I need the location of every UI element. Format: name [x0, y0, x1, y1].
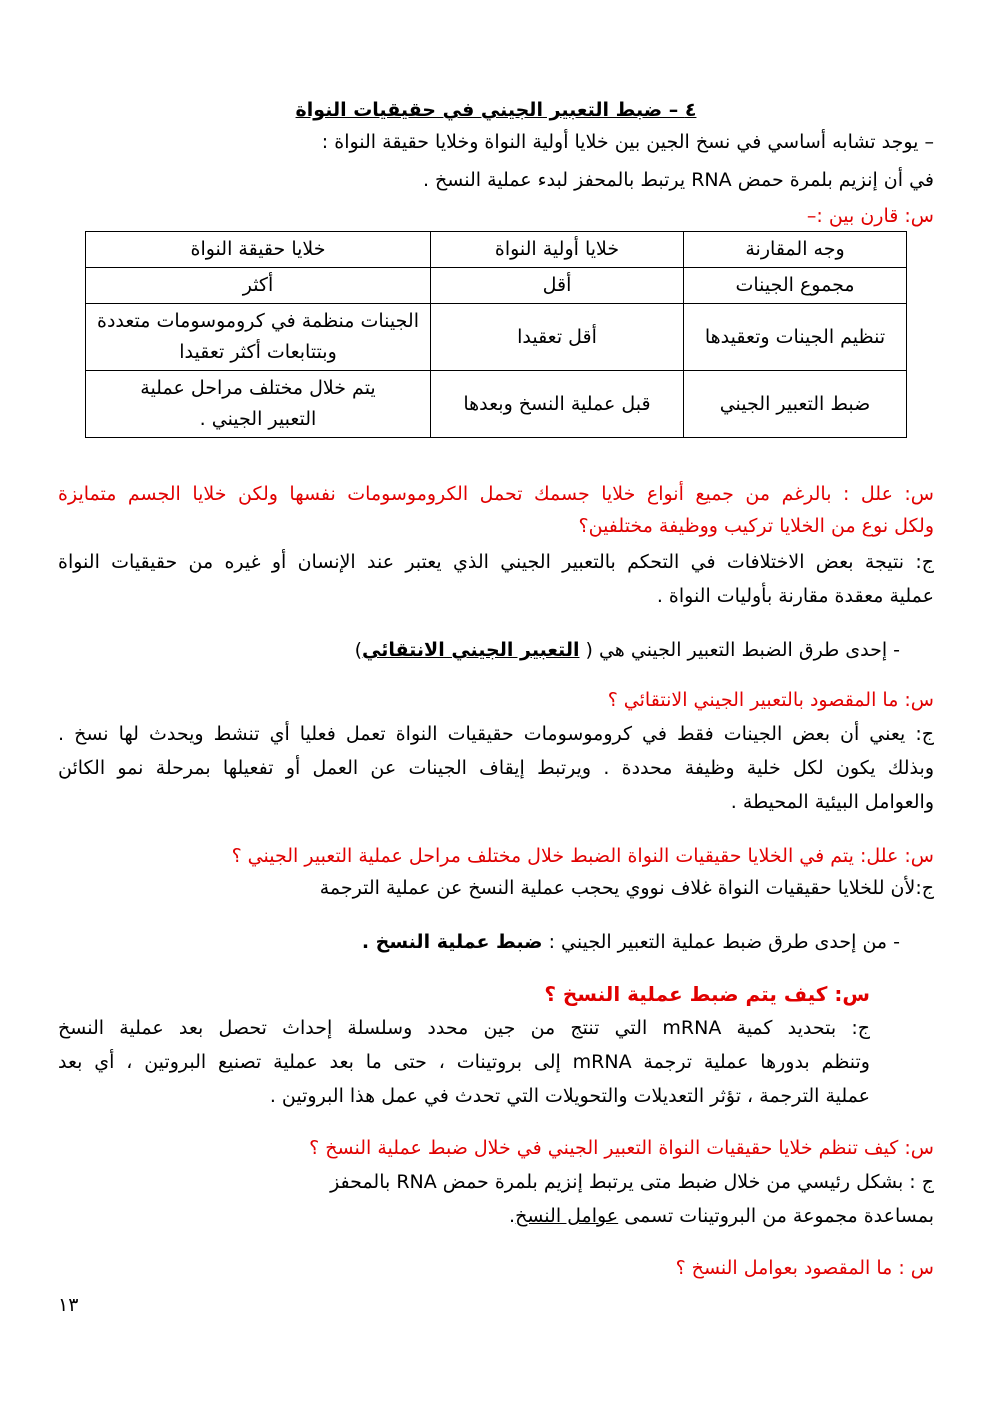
- intro-line-2: في أن إنزيم بلمرة حمض RNA يرتبط بالمحفز لبدء عملية النسخ .: [422, 169, 934, 191]
- cell-eukaryote: [86, 304, 431, 371]
- cell-eukaryote-line: الجينات منظمة في كروموسومات متعددة: [97, 310, 419, 332]
- header-aspect: وجه المقارنة: [684, 232, 907, 268]
- table-header-row: [86, 232, 907, 268]
- cell-eukaryote: [86, 371, 431, 438]
- answer-3: ج:لأن للخلايا حقيقيات النواة غلاف نووي يحجب عملية النسخ عن عملية الترجمة: [319, 877, 934, 899]
- answer-5-line-2: [509, 1202, 934, 1230]
- page-number: ١٣: [58, 1294, 79, 1316]
- answer-2-line-1: ج: يعني أن بعض الجينات فقط في كروموسومات حقيقيات النواة تعمل فعليا أي تنشط ويحدث لها نسخ .: [58, 723, 934, 745]
- answer-1-line-2: عملية معقدة مقارنة بأوليات النواة .: [656, 585, 934, 607]
- question-1-line-2: ولكل نوع من الخلايا تركيب ووظيفة مختلفين؟: [578, 515, 934, 537]
- cell-prokaryote: قبل عملية النسخ وبعدها: [431, 371, 684, 438]
- header-prokaryote: خلايا أولية النواة: [431, 232, 684, 268]
- bullet-text: - من إحدى طرق ضبط عملية التعبير الجيني :: [542, 931, 900, 953]
- cell-eukaryote-line: أكثر: [242, 274, 274, 296]
- table-row: [86, 268, 907, 304]
- answer-2-line-2: وبذلك يكون لكل خلية وظيفة محددة . ويرتبط إيقاف الجينات عن العمل أو تفعيلها بمرحلة نمو الكائن: [58, 757, 934, 779]
- answer-2-line-3: والعوامل البيئية المحيطة .: [730, 791, 934, 813]
- answer-5-end: .: [509, 1205, 516, 1227]
- question-6: س : ما المقصود بعوامل النسخ ؟: [675, 1257, 934, 1279]
- question-5: س: كيف تنظم خلايا حقيقيات النواة التعبير الجيني في خلال ضبط عملية النسخ ؟: [309, 1137, 934, 1159]
- answer-4-line-1: ج: بتحديد كمية mRNA التي تنتج من جين محدد وسلسلة إحداث تحصل بعد عملية النسخ: [58, 1017, 870, 1039]
- answer-1-line-1: ج: نتيجة بعض الاختلافات في التحكم بالتعبير الجيني الذي يعتبر عند الإنسان أو غيره من حقيقيات النواة: [58, 551, 934, 573]
- table-row: [86, 304, 907, 371]
- table-row: [86, 371, 907, 438]
- cell-aspect: تنظيم الجينات وتعقيدها: [684, 304, 907, 371]
- cell-eukaryote-line: يتم خلال مختلف مراحل عملية: [140, 377, 376, 399]
- question-3: س: علل: يتم في الخلايا حقيقيات النواة الضبط خلال مختلف مراحل عملية التعبير الجيني ؟: [231, 845, 934, 867]
- page-title: ٤ – ضبط التعبير الجيني في حقيقيات النواة: [295, 99, 697, 121]
- answer-5-text: بمساعدة مجموعة من البروتينات تسمى: [618, 1205, 934, 1227]
- bullet-text: - إحدى طرق الضبط التعبير الجيني هي (: [579, 639, 900, 661]
- cell-aspect: ضبط التعبير الجيني: [684, 371, 907, 438]
- question-1-line-1: س: علل : بالرغم من جميع أنواع خلايا جسمك تحمل الكروموسومات نفسها ولكن خلايا الجسم متمايزة: [58, 483, 934, 505]
- bullet-close: ): [354, 639, 362, 661]
- bullet-selective-expression: [355, 636, 900, 664]
- bullet-transcription-control: [362, 928, 900, 956]
- cell-prokaryote: أقل: [431, 268, 684, 304]
- question-2: س: ما المقصود بالتعبير الجيني الانتقائي ؟: [607, 689, 934, 711]
- intro-line-1: – يوجد تشابه أساسي في نسخ الجين بين خلايا أولية النواة وخلايا حقيقة النواة :: [321, 131, 934, 153]
- cell-eukaryote: [86, 268, 431, 304]
- comparison-table: [85, 231, 907, 438]
- answer-4-line-3: عملية الترجمة ، تؤثر التعديلات والتحويلات التي تحدث في عمل هذا البروتين .: [269, 1085, 870, 1107]
- cell-eukaryote-line: وبتتابعات أكثر تعقيدا: [179, 341, 337, 363]
- answer-5-line-1: ج : بشكل رئيسي من خلال ضبط متى يرتبط إنزيم بلمرة حمض RNA بالمحفز: [330, 1171, 934, 1193]
- cell-aspect: مجموع الجينات: [684, 268, 907, 304]
- compare-heading: س: قارن بين :–: [806, 205, 934, 227]
- answer-4-line-2: وتنظم بدورها عملية ترجمة mRNA إلى بروتينات ، حتى ما بعد عملية تصنيع البروتين ، أي بعد: [58, 1051, 870, 1073]
- cell-prokaryote: أقل تعقيدا: [431, 304, 684, 371]
- header-eukaryote: خلايا حقيقة النواة: [86, 232, 431, 268]
- question-4: س: كيف يتم ضبط عملية النسخ ؟: [544, 982, 870, 1006]
- cell-eukaryote-line: التعبير الجيني .: [199, 408, 317, 430]
- bullet-term: التعبير الجيني الانتقائي: [361, 639, 580, 661]
- bullet-term: ضبط عملية النسخ .: [361, 931, 543, 953]
- answer-5-term: عوامل النسخ: [515, 1205, 619, 1227]
